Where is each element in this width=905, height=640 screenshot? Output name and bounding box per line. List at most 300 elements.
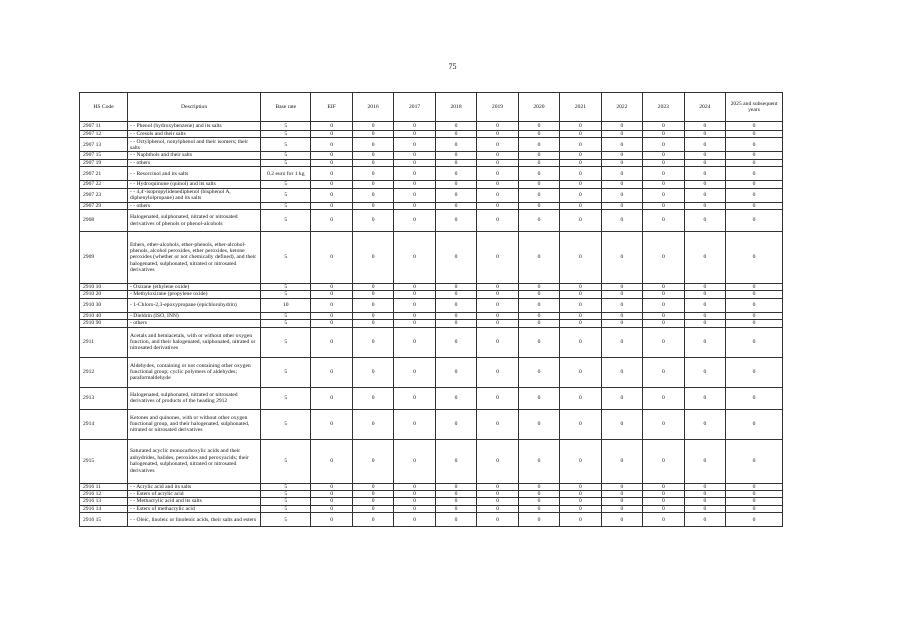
base-rate-cell: 5 bbox=[261, 202, 311, 209]
staging-rate-cell: 0 bbox=[518, 188, 559, 202]
staging-rate-cell: 0 bbox=[518, 159, 559, 166]
table-row bbox=[80, 298, 783, 312]
hs-code-cell: 2916 15 bbox=[80, 513, 128, 527]
staging-rate-cell: 0 bbox=[477, 312, 518, 319]
staging-rate-cell: 0 bbox=[601, 181, 642, 188]
staging-rate-cell: 0 bbox=[311, 167, 352, 181]
staging-rate-cell: 0 bbox=[311, 439, 352, 483]
table-row bbox=[80, 312, 783, 319]
staging-rate-cell: 0 bbox=[601, 513, 642, 527]
table-row bbox=[80, 387, 783, 409]
base-rate-cell: 5 bbox=[261, 498, 311, 505]
staging-rate-cell: 0 bbox=[684, 513, 725, 527]
staging-rate-cell: 0 bbox=[352, 210, 393, 232]
base-rate-cell: 5 bbox=[261, 210, 311, 232]
staging-rate-cell: 0 bbox=[311, 202, 352, 209]
column-header: HS Code bbox=[80, 93, 128, 122]
staging-rate-cell: 0 bbox=[518, 439, 559, 483]
staging-rate-cell: 0 bbox=[601, 505, 642, 512]
table-row bbox=[80, 232, 783, 284]
staging-rate-cell: 0 bbox=[643, 202, 684, 209]
staging-rate-cell: 0 bbox=[435, 188, 476, 202]
base-rate-cell: 0.2 euro for 1 kg bbox=[261, 167, 311, 181]
description-cell: - Dieldrin (ISO, INN) bbox=[128, 312, 261, 319]
staging-rate-cell: 0 bbox=[352, 152, 393, 159]
staging-rate-cell: 0 bbox=[477, 181, 518, 188]
hs-code-cell: 2912 bbox=[80, 357, 128, 387]
staging-rate-cell: 0 bbox=[477, 122, 518, 131]
staging-rate-cell: 0 bbox=[311, 505, 352, 512]
base-rate-cell: 5 bbox=[261, 320, 311, 327]
staging-rate-cell: 0 bbox=[477, 513, 518, 527]
staging-rate-cell: 0 bbox=[518, 291, 559, 298]
staging-rate-cell: 0 bbox=[352, 357, 393, 387]
staging-rate-cell: 0 bbox=[352, 298, 393, 312]
staging-rate-cell: 0 bbox=[518, 181, 559, 188]
description-cell: - 1-Chloro-2,3-epoxypropane (epichlorohydrin) bbox=[128, 298, 261, 312]
staging-rate-cell: 0 bbox=[477, 409, 518, 439]
base-rate-cell: 5 bbox=[261, 483, 311, 490]
staging-rate-cell: 0 bbox=[560, 409, 601, 439]
staging-rate-cell: 0 bbox=[352, 387, 393, 409]
table-row bbox=[80, 357, 783, 387]
staging-rate-cell: 0 bbox=[684, 202, 725, 209]
staging-rate-cell: 0 bbox=[601, 232, 642, 284]
description-cell: Ketones and quinones, with or without other oxygen functional group, and their halogenated, sulphonated, nitrated or nitrosated derivatives bbox=[128, 409, 261, 439]
staging-rate-cell: 0 bbox=[352, 202, 393, 209]
base-rate-cell: 10 bbox=[261, 298, 311, 312]
staging-rate-cell: 0 bbox=[435, 387, 476, 409]
staging-rate-cell: 0 bbox=[684, 232, 725, 284]
staging-rate-cell: 0 bbox=[643, 167, 684, 181]
description-cell: Aldehydes, containing or not containing other oxygen functional group; cyclic polymers of aldehydes; paraformaldehyde bbox=[128, 357, 261, 387]
staging-rate-cell: 0 bbox=[601, 491, 642, 498]
description-cell: Halogenated, sulphonated, nitrated or nitrosated derivatives of phenols or phenol-alcohols bbox=[128, 210, 261, 232]
staging-rate-cell: 0 bbox=[684, 491, 725, 498]
staging-rate-cell: 0 bbox=[477, 387, 518, 409]
staging-rate-cell: 0 bbox=[560, 188, 601, 202]
column-header: 2021 bbox=[560, 93, 601, 122]
staging-rate-cell: 0 bbox=[394, 291, 435, 298]
base-rate-cell: 5 bbox=[261, 131, 311, 138]
staging-rate-cell: 0 bbox=[518, 167, 559, 181]
staging-rate-cell: 0 bbox=[684, 498, 725, 505]
staging-rate-cell: 0 bbox=[684, 167, 725, 181]
base-rate-cell: 5 bbox=[261, 387, 311, 409]
description-cell: - - Esters of methacrylic acid bbox=[128, 505, 261, 512]
staging-rate-cell: 0 bbox=[435, 131, 476, 138]
hs-code-cell: 2907 15 bbox=[80, 152, 128, 159]
base-rate-cell: 5 bbox=[261, 312, 311, 319]
staging-rate-cell: 0 bbox=[477, 291, 518, 298]
staging-rate-cell: 0 bbox=[394, 483, 435, 490]
staging-rate-cell: 0 bbox=[726, 284, 783, 291]
staging-rate-cell: 0 bbox=[518, 298, 559, 312]
staging-rate-cell: 0 bbox=[352, 483, 393, 490]
staging-rate-cell: 0 bbox=[394, 232, 435, 284]
tariff-schedule-table bbox=[79, 92, 783, 527]
staging-rate-cell: 0 bbox=[394, 387, 435, 409]
hs-code-cell: 2916 13 bbox=[80, 498, 128, 505]
staging-rate-cell: 0 bbox=[726, 202, 783, 209]
staging-rate-cell: 0 bbox=[684, 483, 725, 490]
staging-rate-cell: 0 bbox=[684, 122, 725, 131]
table-row bbox=[80, 291, 783, 298]
staging-rate-cell: 0 bbox=[311, 152, 352, 159]
staging-rate-cell: 0 bbox=[435, 138, 476, 152]
staging-rate-cell: 0 bbox=[726, 298, 783, 312]
staging-rate-cell: 0 bbox=[643, 188, 684, 202]
table-row bbox=[80, 320, 783, 327]
staging-rate-cell: 0 bbox=[726, 387, 783, 409]
staging-rate-cell: 0 bbox=[352, 498, 393, 505]
staging-rate-cell: 0 bbox=[311, 357, 352, 387]
staging-rate-cell: 0 bbox=[518, 131, 559, 138]
staging-rate-cell: 0 bbox=[643, 210, 684, 232]
staging-rate-cell: 0 bbox=[684, 210, 725, 232]
staging-rate-cell: 0 bbox=[352, 188, 393, 202]
staging-rate-cell: 0 bbox=[477, 327, 518, 357]
base-rate-cell: 5 bbox=[261, 284, 311, 291]
staging-rate-cell: 0 bbox=[435, 284, 476, 291]
staging-rate-cell: 0 bbox=[435, 357, 476, 387]
hs-code-cell: 2916 14 bbox=[80, 505, 128, 512]
description-cell: - - Cresols and their salts bbox=[128, 131, 261, 138]
staging-rate-cell: 0 bbox=[726, 409, 783, 439]
base-rate-cell: 5 bbox=[261, 138, 311, 152]
staging-rate-cell: 0 bbox=[601, 298, 642, 312]
staging-rate-cell: 0 bbox=[601, 210, 642, 232]
column-header: Description bbox=[128, 93, 261, 122]
staging-rate-cell: 0 bbox=[601, 291, 642, 298]
staging-rate-cell: 0 bbox=[311, 298, 352, 312]
column-header: 2025 and subsequent years bbox=[726, 93, 783, 122]
staging-rate-cell: 0 bbox=[518, 498, 559, 505]
staging-rate-cell: 0 bbox=[601, 152, 642, 159]
column-header: Base rate bbox=[261, 93, 311, 122]
staging-rate-cell: 0 bbox=[726, 320, 783, 327]
staging-rate-cell: 0 bbox=[435, 291, 476, 298]
table-row bbox=[80, 284, 783, 291]
staging-rate-cell: 0 bbox=[560, 181, 601, 188]
staging-rate-cell: 0 bbox=[560, 513, 601, 527]
staging-rate-cell: 0 bbox=[684, 327, 725, 357]
staging-rate-cell: 0 bbox=[684, 357, 725, 387]
staging-rate-cell: 0 bbox=[684, 152, 725, 159]
table-row bbox=[80, 505, 783, 512]
staging-rate-cell: 0 bbox=[435, 152, 476, 159]
column-header: 2020 bbox=[518, 93, 559, 122]
staging-rate-cell: 0 bbox=[518, 122, 559, 131]
staging-rate-cell: 0 bbox=[726, 357, 783, 387]
table-row bbox=[80, 152, 783, 159]
hs-code-cell: 2916 11 bbox=[80, 483, 128, 490]
staging-rate-cell: 0 bbox=[311, 513, 352, 527]
base-rate-cell: 5 bbox=[261, 357, 311, 387]
hs-code-cell: 2915 bbox=[80, 439, 128, 483]
staging-rate-cell: 0 bbox=[560, 138, 601, 152]
staging-rate-cell: 0 bbox=[560, 387, 601, 409]
column-header: 2024 bbox=[684, 93, 725, 122]
staging-rate-cell: 0 bbox=[477, 138, 518, 152]
staging-rate-cell: 0 bbox=[726, 327, 783, 357]
staging-rate-cell: 0 bbox=[560, 357, 601, 387]
table-row bbox=[80, 498, 783, 505]
table-row bbox=[80, 181, 783, 188]
hs-code-cell: 2907 23 bbox=[80, 188, 128, 202]
staging-rate-cell: 0 bbox=[518, 483, 559, 490]
staging-rate-cell: 0 bbox=[684, 181, 725, 188]
hs-code-cell: 2910 20 bbox=[80, 291, 128, 298]
staging-rate-cell: 0 bbox=[601, 483, 642, 490]
staging-rate-cell: 0 bbox=[560, 167, 601, 181]
staging-rate-cell: 0 bbox=[560, 439, 601, 483]
description-cell: Ethers, ether-alcohols, ether-phenols, ether-alcohol-phenols, alcohol peroxides, ether peroxides, ketone peroxides (whether or not chemically defined), and their halogenated, sulphonated, nitrated or nitrosated derivatives bbox=[128, 232, 261, 284]
table-row bbox=[80, 327, 783, 357]
staging-rate-cell: 0 bbox=[311, 483, 352, 490]
staging-rate-cell: 0 bbox=[311, 387, 352, 409]
hs-code-cell: 2910 40 bbox=[80, 312, 128, 319]
column-header: 2022 bbox=[601, 93, 642, 122]
base-rate-cell: 5 bbox=[261, 159, 311, 166]
staging-rate-cell: 0 bbox=[560, 327, 601, 357]
staging-rate-cell: 0 bbox=[518, 409, 559, 439]
staging-rate-cell: 0 bbox=[560, 320, 601, 327]
staging-rate-cell: 0 bbox=[311, 159, 352, 166]
staging-rate-cell: 0 bbox=[643, 357, 684, 387]
staging-rate-cell: 0 bbox=[311, 291, 352, 298]
base-rate-cell: 5 bbox=[261, 409, 311, 439]
staging-rate-cell: 0 bbox=[311, 491, 352, 498]
base-rate-cell: 5 bbox=[261, 513, 311, 527]
staging-rate-cell: 0 bbox=[560, 159, 601, 166]
staging-rate-cell: 0 bbox=[643, 138, 684, 152]
staging-rate-cell: 0 bbox=[394, 167, 435, 181]
staging-rate-cell: 0 bbox=[560, 505, 601, 512]
staging-rate-cell: 0 bbox=[643, 439, 684, 483]
staging-rate-cell: 0 bbox=[643, 409, 684, 439]
staging-rate-cell: 0 bbox=[352, 439, 393, 483]
hs-code-cell: 2911 bbox=[80, 327, 128, 357]
staging-rate-cell: 0 bbox=[352, 409, 393, 439]
staging-rate-cell: 0 bbox=[518, 138, 559, 152]
staging-rate-cell: 0 bbox=[352, 131, 393, 138]
staging-rate-cell: 0 bbox=[643, 327, 684, 357]
staging-rate-cell: 0 bbox=[518, 491, 559, 498]
staging-rate-cell: 0 bbox=[684, 291, 725, 298]
staging-rate-cell: 0 bbox=[352, 159, 393, 166]
staging-rate-cell: 0 bbox=[394, 122, 435, 131]
staging-rate-cell: 0 bbox=[643, 159, 684, 166]
staging-rate-cell: 0 bbox=[435, 491, 476, 498]
staging-rate-cell: 0 bbox=[394, 152, 435, 159]
staging-rate-cell: 0 bbox=[518, 513, 559, 527]
staging-rate-cell: 0 bbox=[726, 210, 783, 232]
staging-rate-cell: 0 bbox=[684, 312, 725, 319]
staging-rate-cell: 0 bbox=[726, 291, 783, 298]
table-row bbox=[80, 138, 783, 152]
staging-rate-cell: 0 bbox=[601, 202, 642, 209]
staging-rate-cell: 0 bbox=[311, 181, 352, 188]
staging-rate-cell: 0 bbox=[560, 284, 601, 291]
hs-code-cell: 2910 90 bbox=[80, 320, 128, 327]
table-row bbox=[80, 409, 783, 439]
staging-rate-cell: 0 bbox=[477, 439, 518, 483]
staging-rate-cell: 0 bbox=[311, 122, 352, 131]
staging-rate-cell: 0 bbox=[726, 498, 783, 505]
staging-rate-cell: 0 bbox=[601, 387, 642, 409]
staging-rate-cell: 0 bbox=[560, 152, 601, 159]
staging-rate-cell: 0 bbox=[352, 284, 393, 291]
staging-rate-cell: 0 bbox=[643, 320, 684, 327]
staging-rate-cell: 0 bbox=[311, 284, 352, 291]
table-row bbox=[80, 159, 783, 166]
staging-rate-cell: 0 bbox=[477, 357, 518, 387]
base-rate-cell: 5 bbox=[261, 188, 311, 202]
base-rate-cell: 5 bbox=[261, 327, 311, 357]
staging-rate-cell: 0 bbox=[643, 122, 684, 131]
staging-rate-cell: 0 bbox=[684, 138, 725, 152]
column-header: 2019 bbox=[477, 93, 518, 122]
staging-rate-cell: 0 bbox=[684, 439, 725, 483]
column-header: EIF bbox=[311, 93, 352, 122]
staging-rate-cell: 0 bbox=[518, 284, 559, 291]
description-cell: - - Naphthols and their salts bbox=[128, 152, 261, 159]
description-cell: - - others bbox=[128, 159, 261, 166]
staging-rate-cell: 0 bbox=[643, 483, 684, 490]
staging-rate-cell: 0 bbox=[352, 491, 393, 498]
staging-rate-cell: 0 bbox=[394, 312, 435, 319]
staging-rate-cell: 0 bbox=[643, 232, 684, 284]
staging-rate-cell: 0 bbox=[601, 439, 642, 483]
table-row bbox=[80, 167, 783, 181]
staging-rate-cell: 0 bbox=[601, 122, 642, 131]
staging-rate-cell: 0 bbox=[518, 210, 559, 232]
staging-rate-cell: 0 bbox=[726, 439, 783, 483]
staging-rate-cell: 0 bbox=[684, 159, 725, 166]
staging-rate-cell: 0 bbox=[394, 409, 435, 439]
staging-rate-cell: 0 bbox=[601, 409, 642, 439]
staging-rate-cell: 0 bbox=[435, 327, 476, 357]
description-cell: - Oxirane (ethylene oxide) bbox=[128, 284, 261, 291]
staging-rate-cell: 0 bbox=[435, 210, 476, 232]
table-row bbox=[80, 439, 783, 483]
staging-rate-cell: 0 bbox=[477, 232, 518, 284]
staging-rate-cell: 0 bbox=[435, 498, 476, 505]
staging-rate-cell: 0 bbox=[518, 357, 559, 387]
staging-rate-cell: 0 bbox=[601, 327, 642, 357]
staging-rate-cell: 0 bbox=[518, 152, 559, 159]
hs-code-cell: 2914 bbox=[80, 409, 128, 439]
staging-rate-cell: 0 bbox=[726, 513, 783, 527]
staging-rate-cell: 0 bbox=[518, 505, 559, 512]
base-rate-cell: 5 bbox=[261, 152, 311, 159]
staging-rate-cell: 0 bbox=[477, 320, 518, 327]
staging-rate-cell: 0 bbox=[726, 167, 783, 181]
page-number: 75 bbox=[448, 62, 457, 71]
hs-code-cell: 2908 bbox=[80, 210, 128, 232]
staging-rate-cell: 0 bbox=[684, 188, 725, 202]
base-rate-cell: 5 bbox=[261, 291, 311, 298]
staging-rate-cell: 0 bbox=[560, 210, 601, 232]
hs-code-cell: 2910 10 bbox=[80, 284, 128, 291]
staging-rate-cell: 0 bbox=[643, 284, 684, 291]
staging-rate-cell: 0 bbox=[435, 167, 476, 181]
staging-rate-cell: 0 bbox=[394, 202, 435, 209]
staging-rate-cell: 0 bbox=[477, 498, 518, 505]
staging-rate-cell: 0 bbox=[352, 181, 393, 188]
staging-rate-cell: 0 bbox=[518, 387, 559, 409]
description-cell: - - others bbox=[128, 202, 261, 209]
staging-rate-cell: 0 bbox=[601, 131, 642, 138]
staging-rate-cell: 0 bbox=[311, 210, 352, 232]
staging-rate-cell: 0 bbox=[394, 320, 435, 327]
hs-code-cell: 2907 19 bbox=[80, 159, 128, 166]
staging-rate-cell: 0 bbox=[435, 122, 476, 131]
staging-rate-cell: 0 bbox=[560, 491, 601, 498]
staging-rate-cell: 0 bbox=[601, 357, 642, 387]
staging-rate-cell: 0 bbox=[394, 327, 435, 357]
staging-rate-cell: 0 bbox=[394, 357, 435, 387]
staging-rate-cell: 0 bbox=[726, 491, 783, 498]
description-cell: Saturated acyclic monocarboxylic acids and their anhydrides, halides, peroxides and peroxyacids; their halogenated, sulphonated, nitrated or nitrosated derivatives bbox=[128, 439, 261, 483]
staging-rate-cell: 0 bbox=[643, 505, 684, 512]
staging-rate-cell: 0 bbox=[394, 131, 435, 138]
hs-code-cell: 2907 11 bbox=[80, 122, 128, 131]
description-cell: - - Phenol (hydroxybenzene) and its salts bbox=[128, 122, 261, 131]
staging-rate-cell: 0 bbox=[477, 188, 518, 202]
staging-rate-cell: 0 bbox=[311, 131, 352, 138]
table-row bbox=[80, 210, 783, 232]
hs-code-cell: 2913 bbox=[80, 387, 128, 409]
staging-rate-cell: 0 bbox=[643, 498, 684, 505]
hs-code-cell: 2907 29 bbox=[80, 202, 128, 209]
staging-rate-cell: 0 bbox=[435, 232, 476, 284]
staging-rate-cell: 0 bbox=[435, 483, 476, 490]
staging-rate-cell: 0 bbox=[726, 159, 783, 166]
staging-rate-cell: 0 bbox=[435, 320, 476, 327]
staging-rate-cell: 0 bbox=[643, 513, 684, 527]
staging-rate-cell: 0 bbox=[560, 131, 601, 138]
staging-rate-cell: 0 bbox=[394, 188, 435, 202]
staging-rate-cell: 0 bbox=[477, 210, 518, 232]
staging-rate-cell: 0 bbox=[560, 483, 601, 490]
staging-rate-cell: 0 bbox=[560, 202, 601, 209]
table-row bbox=[80, 188, 783, 202]
table-row bbox=[80, 491, 783, 498]
staging-rate-cell: 0 bbox=[684, 505, 725, 512]
staging-rate-cell: 0 bbox=[435, 181, 476, 188]
description-cell: - - Octylphenol, nonylphenol and their isomers; their salts bbox=[128, 138, 261, 152]
staging-rate-cell: 0 bbox=[684, 298, 725, 312]
staging-rate-cell: 0 bbox=[643, 291, 684, 298]
staging-rate-cell: 0 bbox=[435, 513, 476, 527]
staging-rate-cell: 0 bbox=[394, 439, 435, 483]
staging-rate-cell: 0 bbox=[518, 312, 559, 319]
staging-rate-cell: 0 bbox=[601, 320, 642, 327]
staging-rate-cell: 0 bbox=[394, 159, 435, 166]
staging-rate-cell: 0 bbox=[394, 498, 435, 505]
staging-rate-cell: 0 bbox=[518, 320, 559, 327]
staging-rate-cell: 0 bbox=[352, 138, 393, 152]
staging-rate-cell: 0 bbox=[726, 181, 783, 188]
staging-rate-cell: 0 bbox=[518, 327, 559, 357]
staging-rate-cell: 0 bbox=[311, 138, 352, 152]
staging-rate-cell: 0 bbox=[311, 188, 352, 202]
staging-rate-cell: 0 bbox=[643, 152, 684, 159]
staging-rate-cell: 0 bbox=[311, 232, 352, 284]
staging-rate-cell: 0 bbox=[435, 409, 476, 439]
